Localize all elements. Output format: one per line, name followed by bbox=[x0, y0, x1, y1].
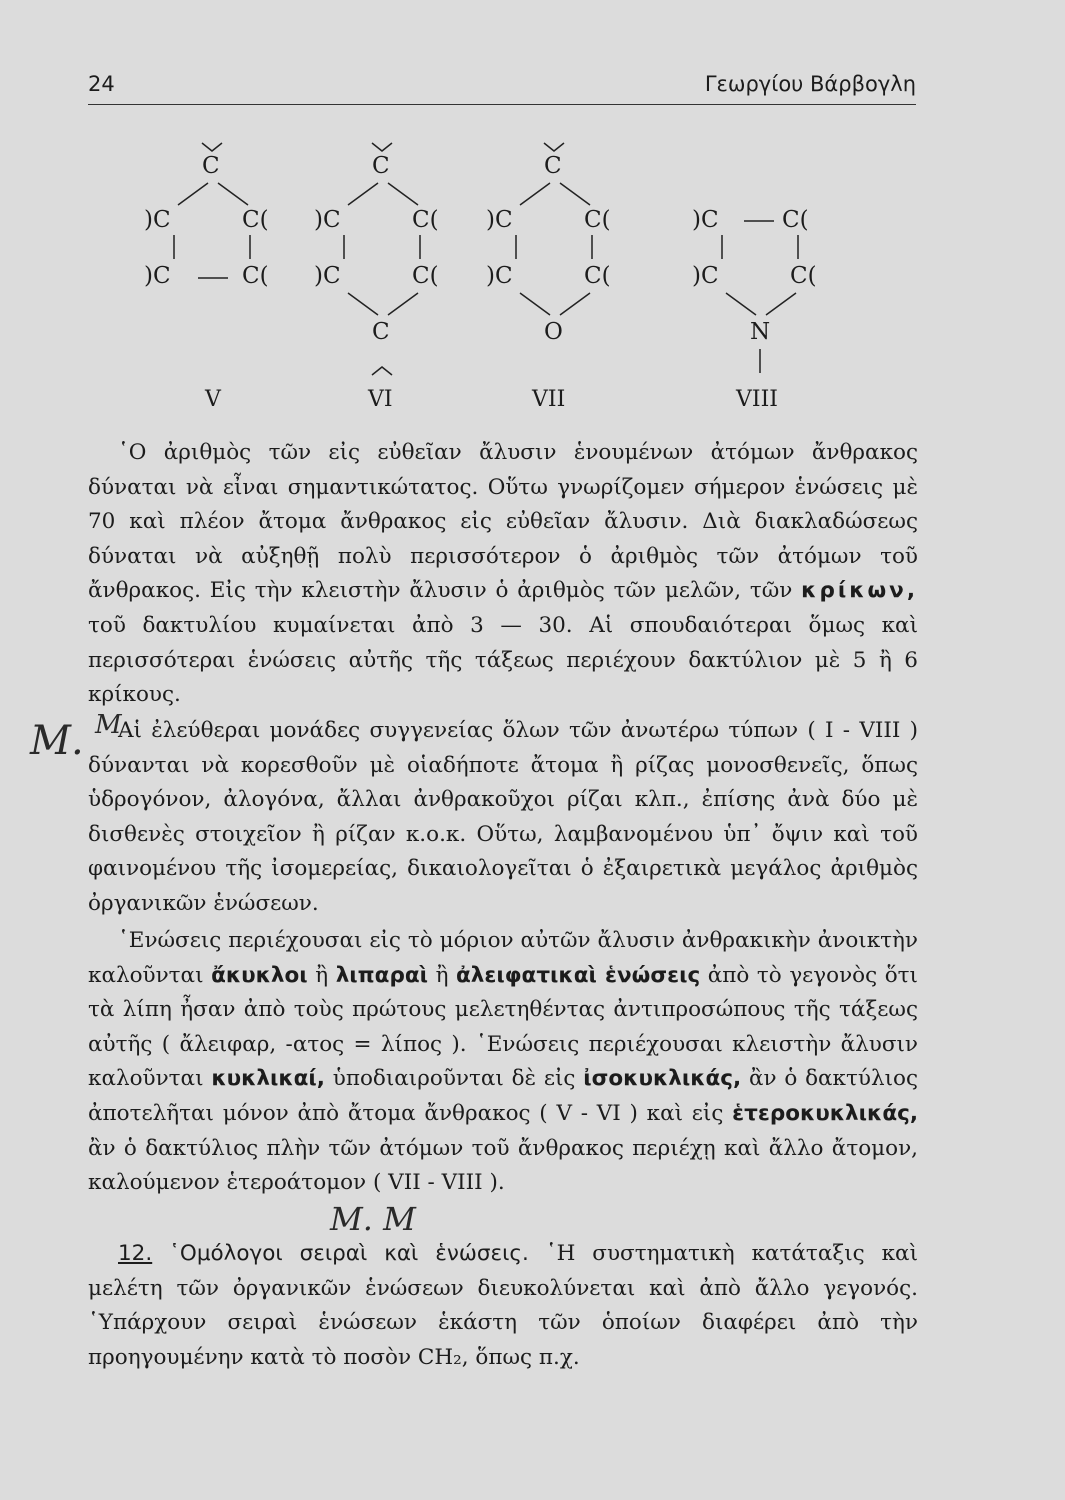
structure-vii-top-atom: C bbox=[544, 153, 562, 179]
structure-viii-atom: )C bbox=[692, 207, 719, 233]
structure-v-label: V bbox=[205, 387, 221, 412]
structure-viii-bottom-atom: N bbox=[750, 319, 771, 345]
paragraph-text: τοῦ δακτυλίου κυμαίνεται ἀπὸ 3 — 30. Αἱ σπουδαιότεραι ὅμως καὶ περισσότεραι ἑνώσεις αὐτῆς τῆς τάξεως περιέχουν δακτύλιον μὲ 5 ἢ 6 κρίκους. bbox=[88, 612, 918, 708]
structure-vii-bonds bbox=[472, 135, 672, 375]
structure-v-atom: C( bbox=[242, 263, 269, 289]
paragraph-text: ἂν ὁ δακτύλιος πλὴν τῶν ἀτόμων τοῦ ἄνθρακος περιέχῃ καὶ ἄλλο ἄτομον, καλούμενον ἑτεροάτομον ( VII - VIII ). bbox=[88, 1135, 918, 1196]
structure-viii-bonds bbox=[678, 135, 878, 385]
section-heading: ῾Ομόλογοι σειραὶ καὶ ἑνώσεις. bbox=[169, 1241, 529, 1266]
structure-vii-bottom-atom: O bbox=[544, 319, 563, 345]
paragraph-free-valences bbox=[88, 714, 918, 922]
structure-vii-atom: C( bbox=[584, 263, 611, 289]
structure-viii-atom: C( bbox=[790, 263, 817, 289]
bold-term: λιπαραὶ bbox=[335, 962, 428, 988]
structure-viii bbox=[678, 135, 878, 415]
section-12 bbox=[88, 1237, 918, 1375]
page-header bbox=[88, 70, 916, 105]
structure-viii-atom: )C bbox=[692, 263, 719, 289]
structure-vi bbox=[300, 135, 500, 415]
structure-v-top-atom: C bbox=[202, 153, 220, 179]
bold-term: ἑτεροκυκλικάς, bbox=[732, 1100, 918, 1126]
running-title: Γεωργίου Βάρβογλη bbox=[704, 72, 916, 96]
structure-viii-atom: C( bbox=[782, 207, 809, 233]
structure-vii bbox=[472, 135, 672, 415]
structure-vi-atom: C( bbox=[412, 207, 439, 233]
paragraph-text: ἢ bbox=[435, 962, 449, 988]
paragraph-compound-classes bbox=[88, 924, 918, 1201]
paragraph-text: ἂν ὁ δακτύλιος ἀποτελῆται μόνον ἀπὸ ἄτομα ἄνθρακος ( V - VI ) καὶ εἰς bbox=[88, 1066, 919, 1126]
structure-vii-atom: )C bbox=[486, 207, 513, 233]
structure-vii-atom: )C bbox=[486, 263, 513, 289]
structure-vii-label: VII bbox=[532, 387, 566, 412]
handwritten-end-mark: M. M bbox=[330, 1200, 416, 1238]
structure-vi-atom: C( bbox=[412, 263, 439, 289]
structure-v-atom: C( bbox=[242, 207, 269, 233]
paragraph-text: ῾Η συστηματικὴ κατάταξις καὶ μελέτη τῶν ὀργανικῶν ἑνώσεων διευκολύνεται καὶ ἀπὸ ἄλλο γεγονός. ῾Υπάρχουν σειραὶ ἑνώσεων ἑκάστη τῶν ὁποίων διαφέρει ἀπὸ τὴν προηγουμένην κατὰ τὸ ποσὸν CH₂, ὅπως π.χ. bbox=[88, 1241, 918, 1370]
paragraph-text: ἀπὸ τὸ γεγονὸς ὅτι τὰ λίπη ἦσαν ἀπὸ τοὺς πρώτους μελετηθέντας ἀντιπροσώπους τῆς τάξεως αὐτῆς ( ἄλειφαρ, -ατος = λίπος ). ῾Ενώσεις περιέχουσαι κλειστὴν ἄλυσιν καλοῦνται bbox=[88, 962, 918, 1092]
page-number: 24 bbox=[88, 72, 115, 96]
paragraph-text: ὑποδιαιροῦνται δὲ εἰς bbox=[332, 1066, 576, 1092]
paragraph-text: ῾Ο ἀριθμὸς τῶν εἰς εὐθεῖαν ἄλυσιν ἑνουμένων ἀτόμων ἄνθρακος δύναται νὰ εἶναι σημαντικώτατος. Οὕτω γνωρίζομεν σήμερον ἑνώσεις μὲ 70 καὶ πλέον ἄτομα ἄνθρακος εἰς εὐθεῖαν ἄλυσιν. Διὰ διακλαδώσεως δύναται νὰ αὐξηθῇ πολὺ περισσότερον ὁ ἀριθμὸς τῶν ἀτόμων τοῦ ἄνθρακος. Εἰς τὴν κλειστὴν ἄλυσιν ὁ ἀριθμὸς τῶν μελῶν, τῶν bbox=[88, 440, 918, 604]
structure-vi-top-atom: C bbox=[372, 153, 390, 179]
bold-term: ἄκυκλοι bbox=[211, 962, 308, 988]
paragraph-text: ἢ bbox=[315, 962, 329, 988]
structure-vi-atom: )C bbox=[314, 207, 341, 233]
structural-formulas bbox=[130, 135, 950, 430]
structure-vii-atom: C( bbox=[584, 207, 611, 233]
structure-vi-atom: )C bbox=[314, 263, 341, 289]
bold-term: ἰσοκυκλικάς, bbox=[583, 1066, 742, 1092]
bold-term: κυκλικαί, bbox=[211, 1066, 325, 1092]
handwritten-inline-mark: M bbox=[95, 710, 122, 740]
section-number: 12. bbox=[118, 1241, 153, 1266]
structure-v-atom: )C bbox=[144, 263, 171, 289]
paragraph-text: Αἱ ἐλεύθεραι μονάδες συγγενείας ὅλων τῶν ἀνωτέρω τύπων ( I - VIII ) δύνανται νὰ κορεσθοῦν μὲ οἱαδήποτε ἄτομα ἢ ρίζας μονοσθενεῖς, ὅπως ὑδρογόνον, ἀλογόνα, ἄλλαι ἀνθρακοῦχοι ρίζαι κλπ., ἐπίσης ἀνὰ δύο μὲ δισθενὲς στοιχεῖον ἢ ρίζαν κ.ο.κ. Οὕτω, λαμβανομένου ὑπ᾿ ὄψιν καὶ τοῦ φαινομένου τῆς ἰσομερείας, δικαιολογεῖται ὁ ἐξαιρετικὰ μεγάλος ἀριθμὸς ὀργανικῶν ἑνώσεων. bbox=[88, 718, 918, 916]
paragraph-chain-length bbox=[88, 436, 918, 713]
bold-term: ἀλειφατικαὶ ἑνώσεις bbox=[456, 962, 701, 988]
structure-vi-label: VI bbox=[368, 387, 393, 412]
handwritten-margin-mark: M. bbox=[30, 718, 84, 764]
structure-v-atom: )C bbox=[144, 207, 171, 233]
bold-term: κρίκων, bbox=[801, 578, 918, 604]
structure-viii-label: VIII bbox=[736, 387, 778, 412]
structure-vi-bottom-atom: C bbox=[372, 319, 390, 345]
paragraph-text: ῾Ενώσεις περιέχουσαι εἰς τὸ μόριον αὐτῶν ἄλυσιν ἀνθρακικὴν ἀνοικτὴν καλοῦνται bbox=[88, 928, 918, 988]
